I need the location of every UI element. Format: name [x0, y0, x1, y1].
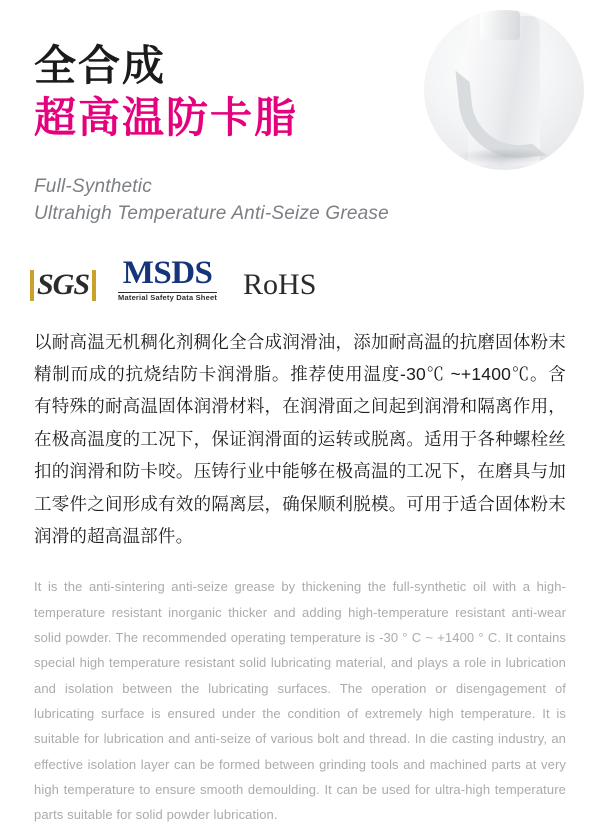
msds-logo-sublabel: Material Safety Data Sheet [118, 293, 218, 303]
description-english: It is the anti-sintering anti-seize grease by thickening the full-synthetic oil with a high-temperature resistant inorganic thicker and adding high-temperature resistant anti-wear solid powder. The recommended operating temperature is -30 ° C ~ +1400 ° C. It contains special high temperature resistant solid lubricating material, and plays a role in lubrication and isolation between the lubricating surfaces. The operation or disengagement of lubricating surface is ensured under the condition of extremely high temperature. It is suitable for lubrication and anti-seize of various bolt and thread. In die casting industry, an effective isolation layer can be formed between grinding tools and machined parts at very high temperature to ensure smooth demoulding. It can be used for ultra-high temperature parts suitable for solid powder lubrication. [34, 579, 566, 823]
sgs-logo-icon: SGS [34, 268, 92, 302]
subtitle-line-2: Ultrahigh Temperature Anti-Seize Grease [34, 203, 389, 225]
description-chinese: 以耐高温无机稠化剂稠化全合成润滑油，添加耐高温的抗磨固体粉末精制而成的抗烧结防卡润滑脂。推荐使用温度-30℃ ~+1400℃。含有特殊的耐高温固体润滑材料，在润滑面之间起到润滑和隔离作用，在极高温度的工况下，保证润滑面的运转或脱离。适用于各种螺栓丝扣的润滑和防卡咬。压铸行业中能够在极高温的工况下，在磨具与加工零件之间形成有效的隔离层，确保顺利脱模。可用于适合固体粉末润滑的超高温部件。 [34, 331, 566, 546]
title-block [34, 0, 566, 228]
rohs-logo-icon: RoHS [243, 267, 317, 301]
page-title-cn-secondary: 超高温防卡脂 [34, 94, 299, 142]
certification-logos [34, 256, 566, 302]
msds-logo-icon [118, 257, 217, 302]
page-subtitle [34, 173, 566, 228]
msds-logo-label: MSDS [122, 255, 213, 292]
page-title-cn-primary: 全合成 [34, 42, 167, 89]
subtitle-line-1: Full-Synthetic [34, 175, 152, 197]
